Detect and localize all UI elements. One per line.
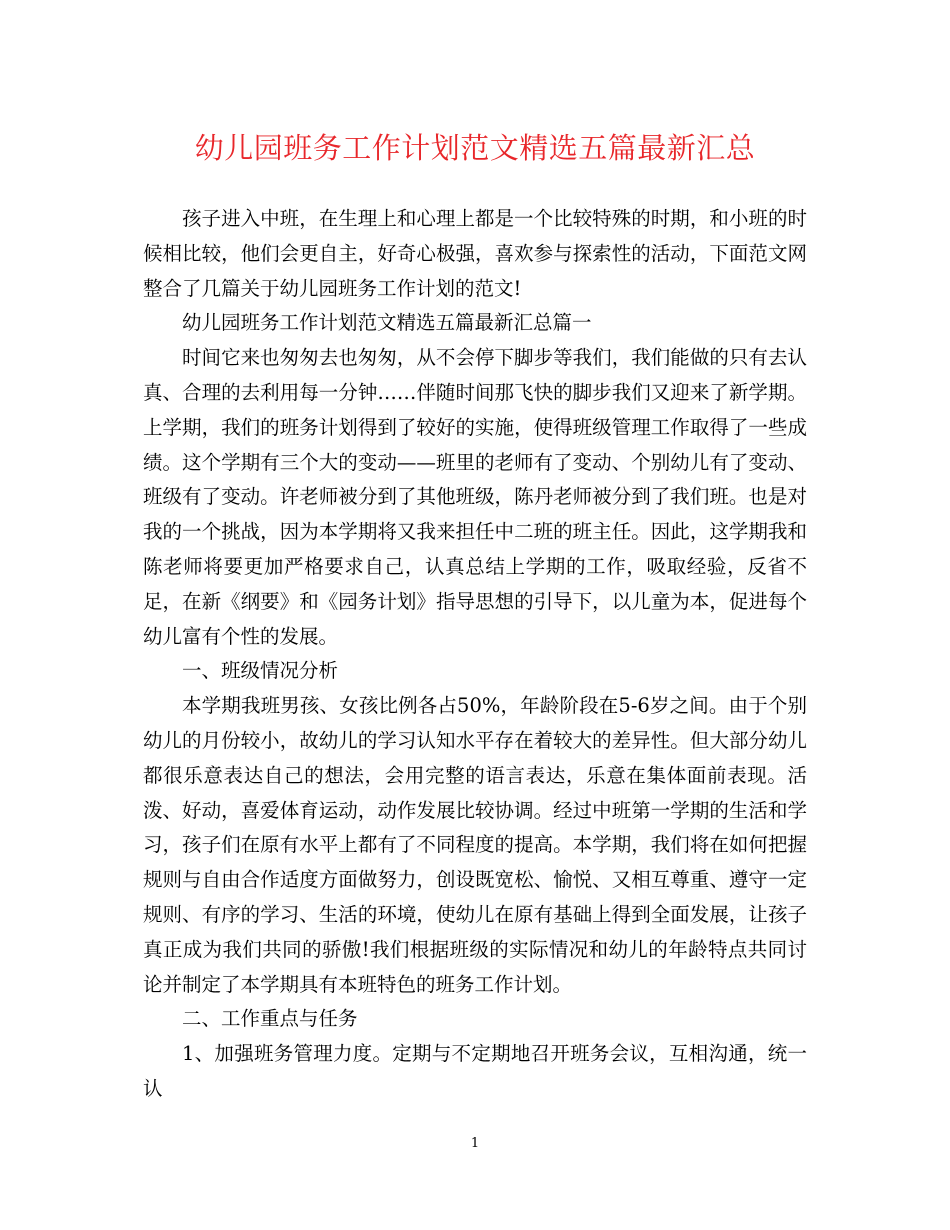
section-heading-part-one: 幼儿园班务工作计划范文精选五篇最新汇总篇一 — [182, 311, 592, 335]
page-number: 1 — [470, 1136, 480, 1151]
document-title: 幼儿园班务工作计划范文精选五篇最新汇总 — [194, 131, 756, 165]
document-body — [143, 202, 807, 1107]
opening-paragraph: 时间它来也匆匆去也匆匆，从不会停下脚步等我们，我们能做的只有去认真、合理的去利用每一分钟……伴随时间那飞快的脚步我们又迎来了新学期。上学期，我们的班务计划得到了较好的实施，使得班级管理工作取得了一些成绩。这个学期有三个大的变动——班里的老师有了变动、个别幼儿有了变动、班级有了变动。许老师被分到了其他班级，陈丹老师被分到了我们班。也是对我的一个挑战，因为本学期将又我来担任中二班的班主任。因此，这学期我和陈老师将要更加严格要求自己，认真总结上学期的工作，吸取经验，反省不足，在新《纲要》和《园务计划》指导思想的引导下，以儿童为本，促进每个幼儿富有个性的发展。 — [143, 346, 807, 648]
section-heading-work-focus: 二、工作重点与任务 — [182, 1007, 358, 1031]
intro-paragraph: 孩子进入中班，在生理上和心理上都是一个比较特殊的时期，和小班的时候相比较，他们会更自主，好奇心极强，喜欢参与探索性的活动，下面范文网整合了几篇关于幼儿园班务工作计划的范文! — [143, 207, 807, 300]
work-focus-paragraph: 1、加强班务管理力度。定期与不定期地召开班务会议，互相沟通，统一认 — [143, 1042, 807, 1100]
section-heading-class-analysis: 一、班级情况分析 — [182, 659, 339, 683]
class-analysis-paragraph: 本学期我班男孩、女孩比例各占50%，年龄阶段在5-6岁之间。由于个别幼儿的月份较小，故幼儿的学习认知水平存在着较大的差异性。但大部分幼儿都很乐意表达自己的想法，会用完整的语言表达，乐意在集体面前表现。活泼、好动，喜爱体育运动，动作发展比较协调。经过中班第一学期的生活和学习，孩子们在原有水平上都有了不同程度的提高。本学期，我们将在如何把握规则与自由合作适度方面做努力，创设既宽松、愉悦、又相互尊重、遵守一定规则、有序的学习、生活的环境，使幼儿在原有基础上得到全面发展，让孩子真正成为我们共同的骄傲!我们根据班级的实际情况和幼儿的年龄特点共同讨论并制定了本学期具有本班特色的班务工作计划。 — [143, 694, 807, 996]
